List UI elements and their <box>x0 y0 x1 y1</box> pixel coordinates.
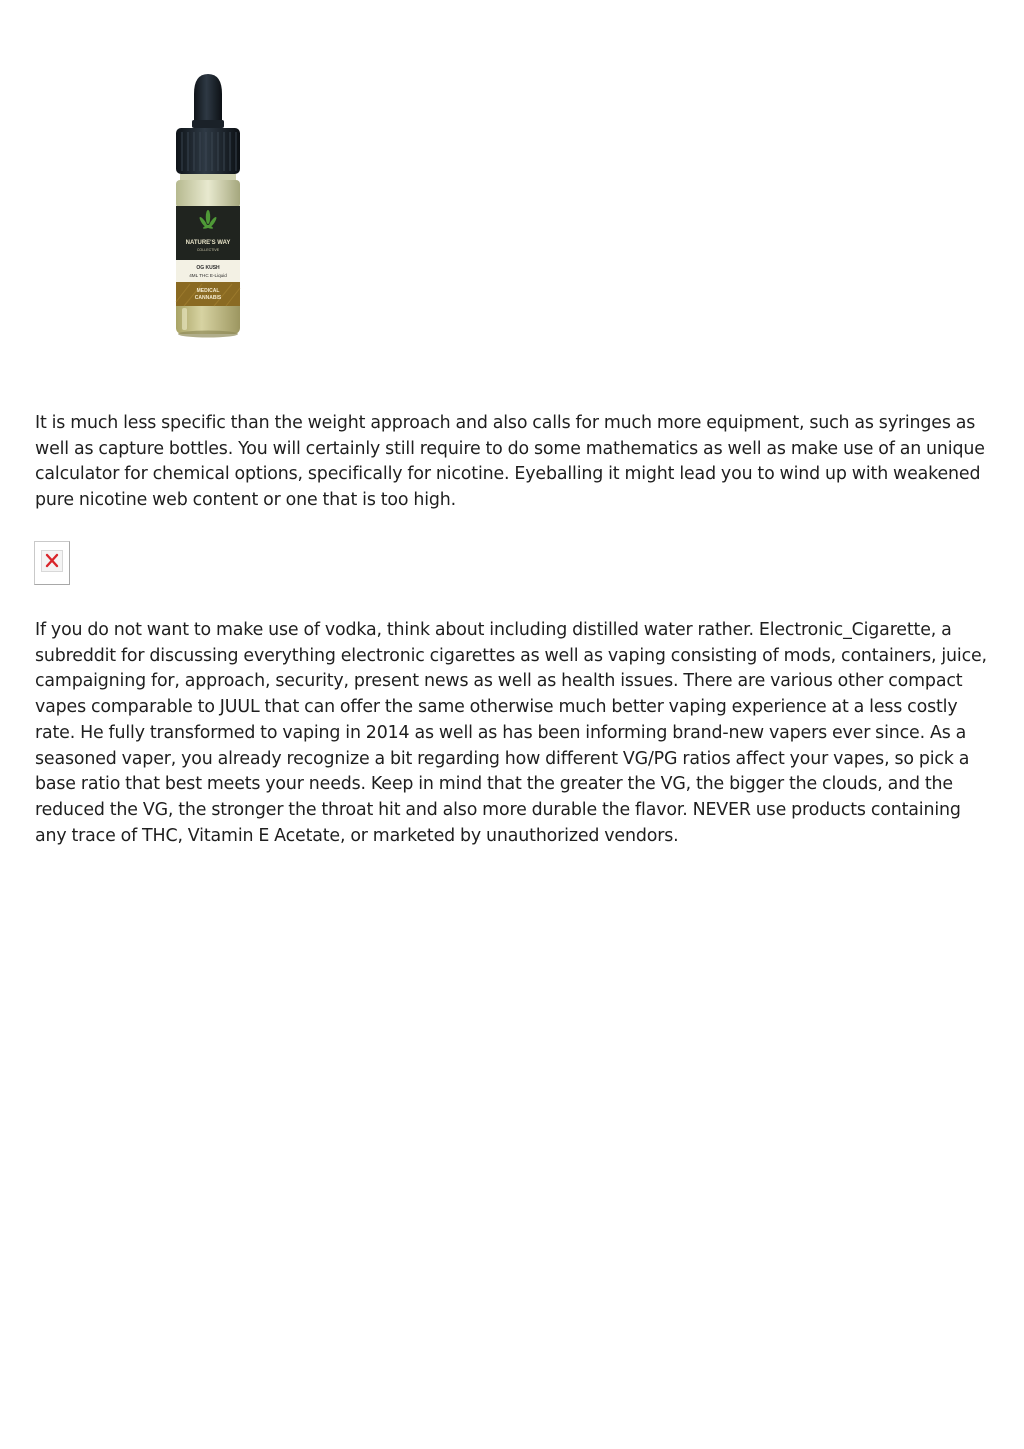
broken-image-placeholder <box>34 541 70 585</box>
body-paragraph-2: If you do not want to make use of vodka, think about including distilled water rather. Electronic_Cigarette, a subreddit for discussing everything electronic cigarettes as well as vaping consisting of mods, containers, juice, campaigning for, approach, security, present news as well as health issues. There are various other compact vapes comparable to JUUL that can offer the same otherwise much better vaping experience at a less costly rate. He fully transformed to vaping in 2014 as well as has been informing brand-new vapers ever since. As a seasoned vaper, you already recognize a bit regarding how different VG/PG ratios affect your vapes, so pick a base ratio that best meets your needs. Keep in mind that the greater the VG, the bigger the clouds, and the reduced the VG, the stronger the throat hit and also more durable the flavor. NEVER use products containing any trace of THC, Vitamin E Acetate, or marketed by unauthorized vendors. <box>35 620 987 846</box>
bottle-brand-text: NATURE'S WAY <box>185 240 231 246</box>
bottle-product-line2: 4ML THC E-Liquid <box>189 273 227 278</box>
bottle-product-line1: OG KUSH <box>196 265 220 271</box>
bottle-brand-subtext: COLLECTIVE <box>196 248 220 252</box>
bottle-band-line2: CANNABIS <box>194 295 222 301</box>
body-paragraph-1: It is much less specific than the weight approach and also calls for much more equipment, such as syringes as well as capture bottles. You will certainly still require to do some mathematics as well as make use of an unique calculator for chemical options, specifically for nicotine. Eyeballing it might lead you to wind up with weakened pure nicotine web content or one that is too high. <box>35 413 985 511</box>
broken-image-icon <box>41 550 63 572</box>
dropper-bottle-image <box>166 72 250 340</box>
bottle-band-line1: MEDICAL <box>196 288 220 294</box>
